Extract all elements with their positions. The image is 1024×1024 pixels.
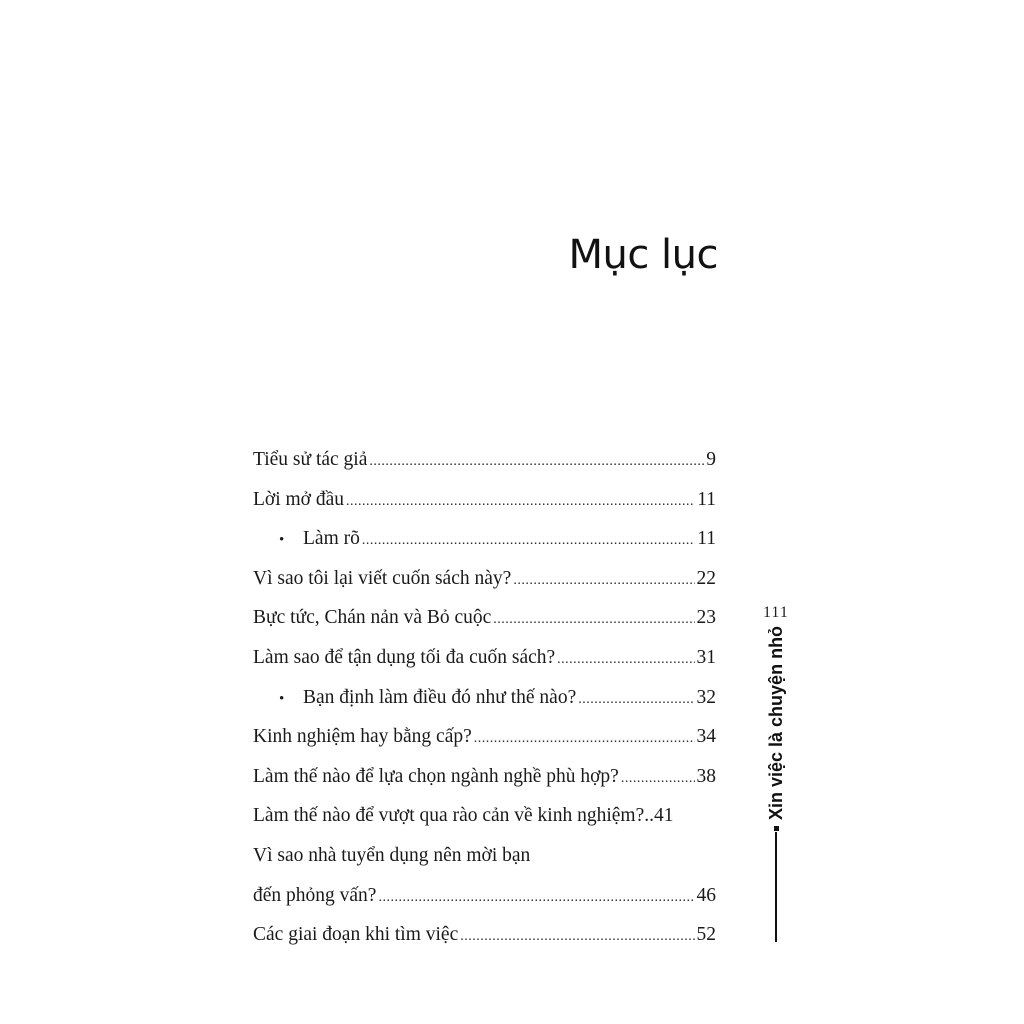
dot-leader	[513, 561, 694, 601]
toc-entry-label: Bạn định làm điều đó như thế nào?	[303, 686, 577, 708]
toc-entry-page: 31	[696, 646, 716, 668]
toc-entry-page: 34	[696, 726, 716, 748]
running-title	[748, 625, 810, 945]
toc-entry-label: Các giai đoạn khi tìm việc	[253, 924, 459, 946]
running-title-text: Xin việc là chuyện nhỏ	[766, 625, 786, 820]
toc-entry-page: 46	[696, 884, 716, 906]
toc-entry-label: Làm thế nào để lựa chọn ngành nghề phù hợp?	[253, 765, 619, 787]
decorative-square-icon	[774, 826, 779, 831]
toc-entry	[253, 598, 716, 638]
decorative-rule	[775, 832, 777, 942]
toc-entry-line2	[253, 876, 716, 916]
toc-entry	[253, 638, 716, 678]
toc-entry	[253, 796, 716, 836]
dot-leader	[493, 600, 694, 640]
toc-entry-page: 9	[706, 449, 716, 470]
toc-entry	[253, 915, 716, 955]
toc-entry-label: Kinh nghiệm hay bằng cấp?	[253, 726, 472, 748]
toc-entry-page: 23	[696, 607, 716, 629]
toc-subentry	[253, 519, 716, 559]
dot-leader	[460, 917, 694, 957]
dot-leader	[557, 640, 694, 680]
page-title: Mục lục	[568, 232, 718, 278]
toc-entry	[253, 757, 716, 797]
bullet-icon: •	[279, 690, 285, 707]
toc-entry-page: 52	[696, 924, 716, 946]
toc-entry-label: Lời mở đầu	[253, 488, 345, 510]
bullet-icon: •	[279, 532, 285, 549]
dot-leader	[578, 680, 694, 720]
toc-entry-label-line1: Vì sao nhà tuyển dụng nên mời bạn	[253, 844, 531, 866]
toc-entry-label: Làm rõ	[303, 528, 360, 550]
toc-entry	[253, 559, 716, 599]
dot-leader	[378, 878, 694, 918]
toc-entry-page: 38	[696, 765, 716, 787]
toc-subentry	[253, 678, 716, 718]
dot-leader	[346, 482, 695, 522]
toc-entry	[253, 480, 716, 520]
toc-entry-label: Tiểu sử tác giả	[253, 449, 368, 470]
toc-entry-label-line2: đến phỏng vấn?	[253, 884, 377, 906]
dot-leader	[362, 521, 695, 561]
toc-entry	[253, 717, 716, 757]
table-of-contents	[253, 440, 716, 955]
toc-entry-label: Làm thế nào để vượt qua rào cản về kinh nghiệm?..	[253, 805, 654, 827]
dot-leader	[474, 719, 695, 759]
dot-leader	[621, 759, 695, 799]
toc-entry	[253, 440, 716, 480]
toc-entry-label: Vì sao tôi lại viết cuốn sách này?	[253, 567, 512, 589]
toc-entry-page: 22	[696, 567, 716, 589]
page-number: 111	[763, 604, 789, 621]
dot-leader	[369, 442, 704, 482]
toc-entry-page: 11	[697, 528, 716, 550]
toc-entry-label: Bực tức, Chán nản và Bỏ cuộc	[253, 607, 492, 629]
toc-entry-page: 32	[696, 686, 716, 708]
toc-entry-label: Làm sao để tận dụng tối đa cuốn sách?	[253, 646, 556, 668]
toc-entry-page: 11	[697, 488, 716, 510]
toc-entry	[253, 836, 716, 915]
toc-entry-page: 41	[654, 805, 674, 827]
